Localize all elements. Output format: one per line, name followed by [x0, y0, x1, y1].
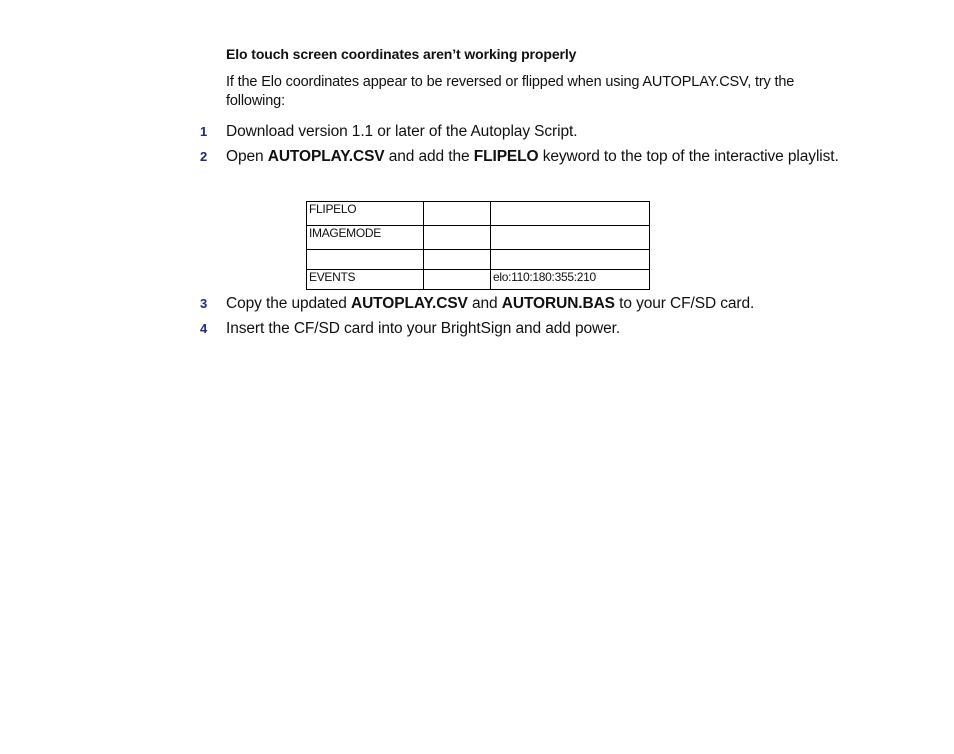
table-row: [307, 270, 650, 290]
section-heading: Elo touch screen coordinates aren’t working properly: [226, 46, 577, 62]
table-cell: IMAGEMODE: [307, 226, 424, 250]
step-number: 2: [200, 149, 208, 164]
step-text-part: Copy the updated: [226, 295, 351, 312]
step-number: 1: [200, 124, 208, 139]
table-cell: [491, 202, 650, 226]
table-cell: [491, 250, 650, 270]
step-1: [200, 123, 577, 141]
step-text-part: to your CF/SD card.: [614, 295, 755, 312]
table-cell: [491, 226, 650, 250]
step-text-part: keyword to the top of the interactive playlist.: [538, 148, 839, 165]
keyword-flipelo: FLIPELO: [473, 148, 539, 165]
table-cell: EVENTS: [307, 270, 424, 290]
table-row: [307, 202, 650, 226]
table-cell: [424, 270, 491, 290]
step-text-part: and add the: [384, 148, 474, 165]
step-text: Download version 1.1 or later of the Autoplay Script.: [226, 123, 578, 140]
step-number: 4: [200, 321, 208, 336]
step-text-part: Open: [226, 148, 268, 165]
table-row: [307, 226, 650, 250]
table-row: [307, 250, 650, 270]
table-cell: [424, 226, 491, 250]
intro-paragraph: If the Elo coordinates appear to be reversed or flipped when using AUTOPLAY.CSV, try the following:: [226, 74, 795, 109]
step-2: [200, 148, 839, 166]
step-text: [226, 148, 839, 165]
step-number: 3: [200, 296, 208, 311]
step-text: [226, 295, 754, 312]
table-cell: [424, 250, 491, 270]
step-text: Insert the CF/SD card into your BrightSign and add power.: [226, 320, 621, 337]
filename-autorun-bas: AUTORUN.BAS: [501, 295, 615, 312]
playlist-table: [306, 201, 650, 290]
table-cell: elo:110:180:355:210: [491, 270, 650, 290]
table-cell: [307, 250, 424, 270]
filename-autoplay-csv: AUTOPLAY.CSV: [267, 148, 385, 165]
step-3: [200, 295, 754, 313]
table-cell: FLIPELO: [307, 202, 424, 226]
step-text-part: and: [467, 295, 502, 312]
table-cell: [424, 202, 491, 226]
filename-autoplay-csv: AUTOPLAY.CSV: [350, 295, 468, 312]
step-4: [200, 320, 620, 338]
